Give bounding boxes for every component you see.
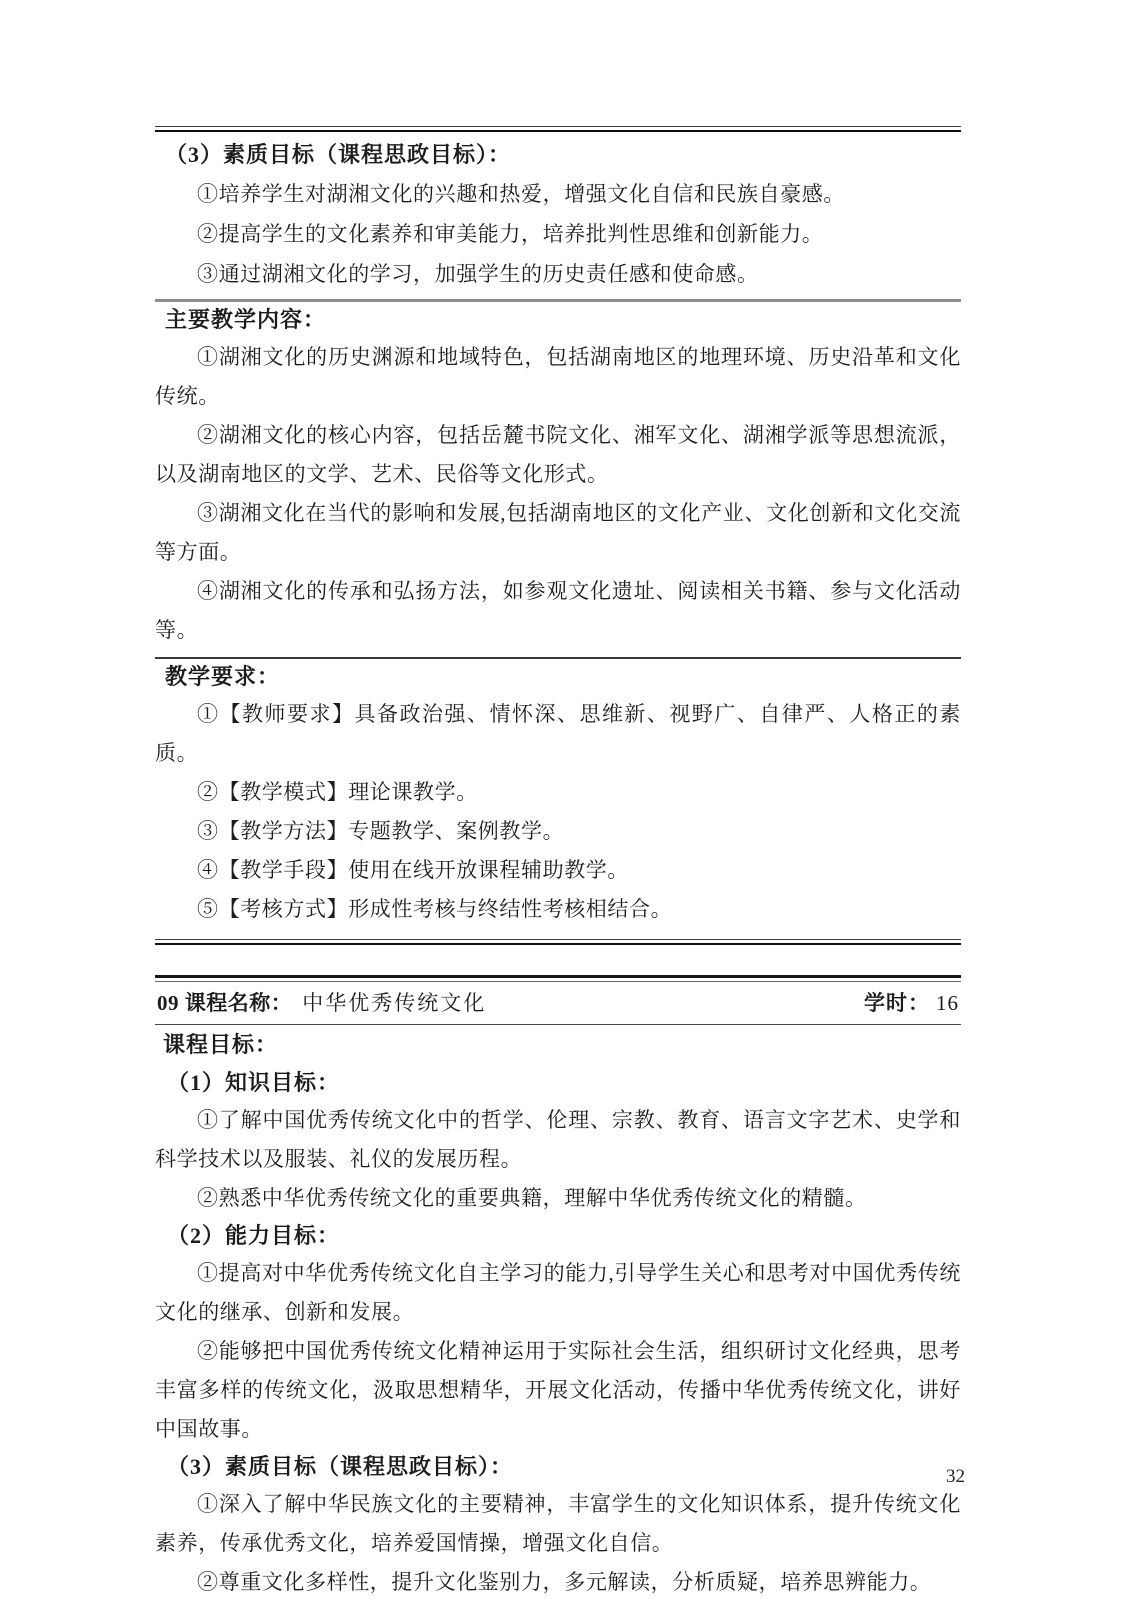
teaching-content-section [155, 302, 961, 650]
page-content [155, 126, 961, 1600]
quality-objective-item: ①培养学生对湖湘文化的兴趣和热爱，增强文化自信和民族自豪感。 [197, 182, 845, 206]
teaching-requirement-item: ②【教学模式】理论课教学。 [197, 780, 478, 804]
teaching-content-item: ①湖湘文化的历史渊源和地域特色，包括湖南地区的地理环境、历史沿革和文化传统。 [155, 345, 961, 408]
course-hours [864, 982, 959, 1024]
course-title-row [155, 982, 961, 1024]
prev-quality-objectives-section [155, 138, 961, 294]
teaching-content-heading: 主要教学内容： [165, 307, 327, 332]
teaching-content-item: ④湖湘文化的传承和弘扬方法，如参观文化遗址、阅读相关书籍、参与文化活动等。 [155, 579, 961, 642]
table-gap [155, 945, 961, 975]
page-number: 32 [946, 1466, 965, 1487]
course-name: 中华优秀传统文化 [302, 991, 487, 1015]
teaching-requirements-heading: 教学要求： [165, 664, 281, 689]
course-objectives-heading: 课程目标： [163, 1032, 279, 1057]
table-top-border [155, 126, 961, 132]
course09-table-top-border [155, 975, 961, 982]
teaching-content-item: ②湖湘文化的核心内容，包括岳麓书院文化、湘军文化、湖湘学派等思想流派，以及湖南地区的文学、艺术、民俗等文化形式。 [155, 423, 961, 486]
quality-objective-item: ②提高学生的文化素养和审美能力，培养批判性思维和创新能力。 [197, 222, 824, 246]
ability-objective-item: ②能够把中国优秀传统文化精神运用于实际社会生活，组织研讨文化经典，思考丰富多样的传统文化，汲取思想精华，开展文化活动，传播中华优秀传统文化，讲好中国故事。 [155, 1339, 961, 1441]
ability-objectives-heading: （2）能力目标： [167, 1223, 341, 1248]
teaching-requirements-section [155, 659, 961, 929]
teaching-requirement-item: ⑤【考核方式】形成性考核与终结性考核相结合。 [197, 897, 673, 921]
teaching-requirement-item: ③【教学方法】专题教学、案例教学。 [197, 819, 565, 843]
quality-objectives-heading: （3）素质目标（课程思政目标）： [167, 1454, 514, 1479]
quality-objectives-heading: （3）素质目标（课程思政目标）： [165, 142, 512, 167]
hours-label: 学时： [864, 991, 930, 1015]
quality-objective-item: ③通过湖湘文化的学习，加强学生的历史责任感和使命感。 [197, 262, 759, 286]
course09-objectives-section [155, 1025, 961, 1600]
hours-value: 16 [936, 991, 959, 1015]
ability-objective-item: ①提高对中华优秀传统文化自主学习的能力,引导学生关心和思考对中国优秀传统文化的继承、创新和发展。 [155, 1261, 961, 1324]
knowledge-objective-item: ②熟悉中华优秀传统文化的重要典籍，理解中华优秀传统文化的精髓。 [197, 1186, 867, 1210]
quality-objective-item: ①深入了解中华民族文化的主要精神，丰富学生的文化知识体系，提升传统文化素养，传承优秀文化，培养爱国情操，增强文化自信。 [155, 1492, 961, 1555]
knowledge-objectives-heading: （1）知识目标： [167, 1070, 341, 1095]
teaching-requirement-item: ④【教学手段】使用在线开放课程辅助教学。 [197, 858, 629, 882]
teaching-requirement-item: ①【教师要求】具备政治强、情怀深、思维新、视野广、自律严、人格正的素质。 [155, 702, 961, 765]
course-title-left [157, 982, 486, 1024]
course-number-label: 09 课程名称： [157, 991, 293, 1015]
knowledge-objective-item: ①了解中国优秀传统文化中的哲学、伦理、宗教、教育、语言文字艺术、史学和科学技术以及服装、礼仪的发展历程。 [155, 1108, 961, 1171]
quality-objective-item: ②尊重文化多样性，提升文化鉴别力，多元解读，分析质疑，培养思辨能力。 [197, 1570, 932, 1594]
teaching-content-item: ③湖湘文化在当代的影响和发展,包括湖南地区的文化产业、文化创新和文化交流等方面。 [155, 501, 961, 564]
